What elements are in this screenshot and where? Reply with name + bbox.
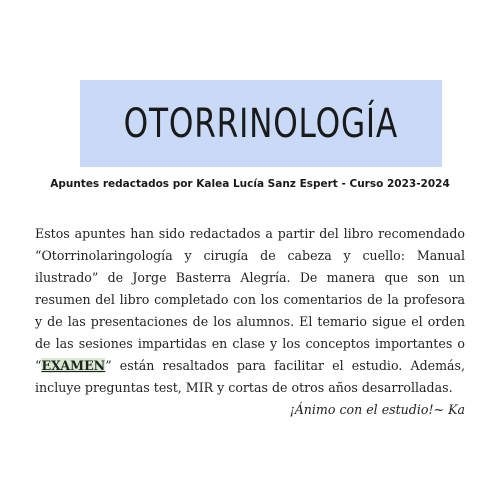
intro-text-start: Estos apuntes han sido redactados a partir del libro recomendado “Otorrinolaringología y cirugía de cabeza y cuello: Manual ilustrado” de Jorge Basterra Alegría. De manera que son un resumen del libro completado con los comentarios de la profesora y de las presentaciones de los alumnos. El temario sigue el orden de las sesiones impartidas en clase y los conceptos importantes o “ (35, 225, 465, 373)
sign-off: ¡Ánimo con el estudio!~ Ka (289, 402, 465, 417)
exam-highlight: EXAMEN (41, 357, 106, 373)
page-title: OTORRINOLOGÍA (123, 100, 399, 147)
intro-text-end: ” están resaltados para facilitar el estudio. Además, incluye preguntas test, MIR y cortas de otros años desarrolladas. (35, 357, 465, 395)
title-banner (80, 80, 442, 167)
intro-paragraph (35, 223, 465, 399)
subtitle: Apuntes redactados por Kalea Lucía Sanz Espert - Curso 2023-2024 (50, 178, 450, 190)
